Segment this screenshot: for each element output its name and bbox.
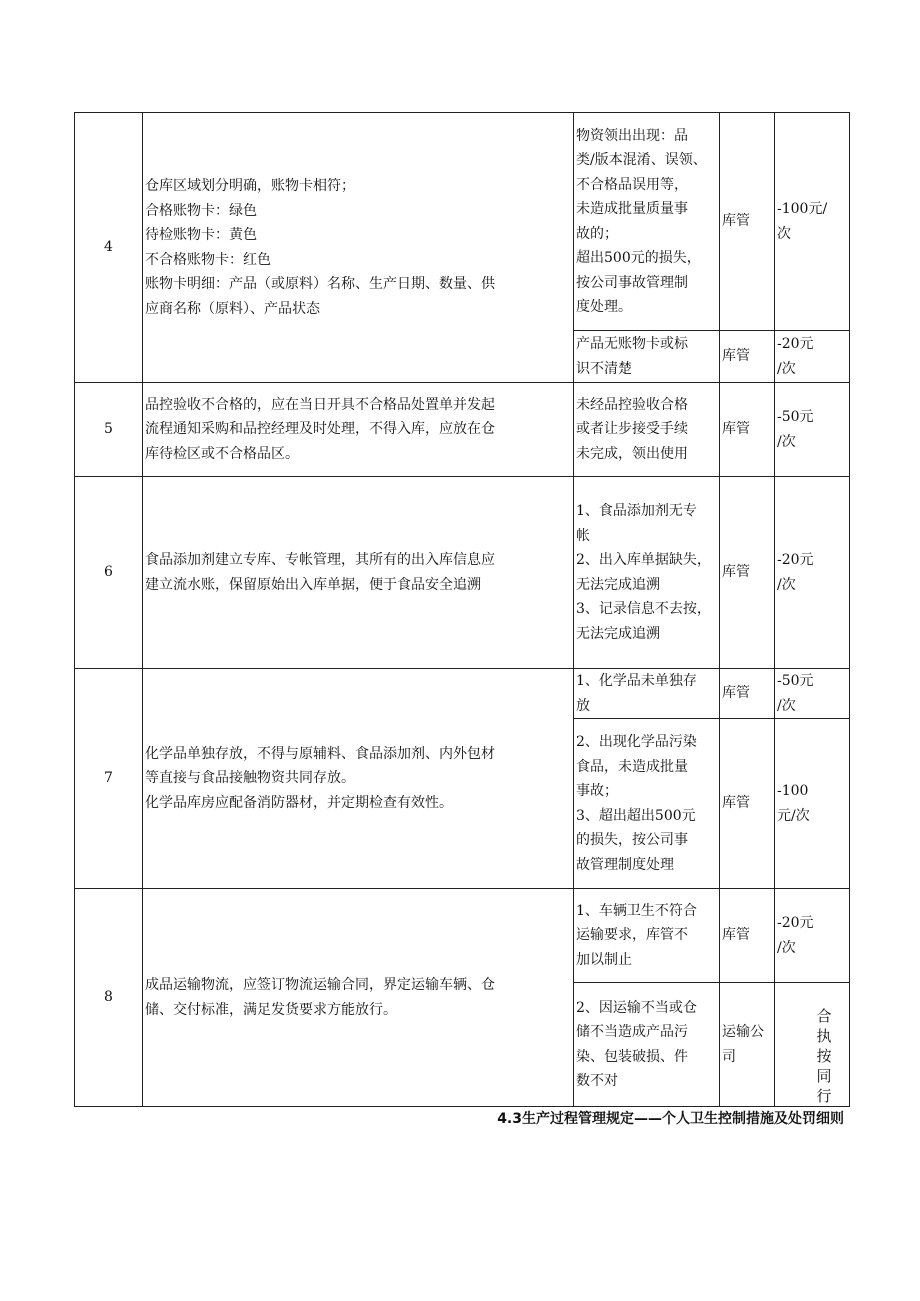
text-line: 物资领出出现：品 bbox=[576, 127, 688, 144]
text-line: 3、超出超出500元 bbox=[576, 807, 696, 824]
text-line: /次 bbox=[777, 576, 796, 593]
vertical-char: 执 bbox=[816, 1027, 832, 1045]
vertical-char: 按 bbox=[816, 1047, 832, 1065]
text-line: 库管 bbox=[722, 564, 750, 581]
text-line: 成品运输物流，应签订物流运输合同，界定运输车辆、仓 bbox=[145, 977, 495, 993]
text-line: 元/次 bbox=[777, 807, 810, 824]
penalty-cell bbox=[775, 669, 850, 719]
requirement-cell bbox=[143, 669, 574, 889]
text-line: /次 bbox=[777, 360, 796, 377]
text-line: 库管 bbox=[722, 213, 750, 230]
requirement-cell bbox=[143, 113, 574, 383]
text-line: 库管 bbox=[722, 421, 750, 438]
responsible-cell bbox=[720, 719, 775, 889]
requirement-cell bbox=[143, 889, 574, 1107]
text-line: 司 bbox=[722, 1048, 736, 1065]
text-line: 度处理。 bbox=[576, 299, 632, 315]
issue-cell bbox=[574, 477, 720, 669]
penalty-cell bbox=[775, 383, 850, 477]
text-line: 数不对 bbox=[576, 1073, 618, 1089]
text-line: 仓库区域划分明确，账物卡相符； bbox=[145, 178, 355, 194]
text-line: -100 bbox=[777, 783, 809, 799]
row-number: 6 bbox=[75, 477, 143, 669]
issue-cell bbox=[574, 983, 720, 1107]
text-line: 类/版本混淆、误领、 bbox=[576, 152, 707, 168]
text-line: 无法完成追溯 bbox=[576, 625, 660, 642]
table-row bbox=[75, 889, 850, 983]
text-line: 应商名称（原料）、产品状态 bbox=[145, 300, 320, 317]
text-line: 库管 bbox=[722, 685, 750, 702]
text-line: 识不清楚 bbox=[576, 360, 632, 377]
text-line: 品控验收不合格的，应在当日开具不合格品处置单并发起 bbox=[145, 396, 495, 413]
row-number: 8 bbox=[75, 889, 143, 1107]
issue-cell bbox=[574, 113, 720, 331]
responsible-cell bbox=[720, 331, 775, 383]
text-line: 流程通知采购和品控经理及时处理，不得入库，应放在仓 bbox=[145, 421, 495, 438]
text-line: 染、包装破损、件 bbox=[576, 1048, 688, 1065]
responsible-cell bbox=[720, 889, 775, 983]
text-line: 建立流水账，保留原始出入库单据，便于食品安全追溯 bbox=[145, 576, 481, 593]
vertical-char: 同 bbox=[816, 1067, 832, 1085]
text-line: 食品添加剂建立专库、专帐管理，其所有的出入库信息应 bbox=[145, 552, 495, 568]
issue-cell bbox=[574, 719, 720, 889]
text-line: 2、出入库单据缺失， bbox=[576, 552, 711, 568]
text-line: 故管理制度处理 bbox=[576, 856, 674, 873]
text-line: 库待检区或不合格品区。 bbox=[145, 445, 299, 462]
text-line: 未造成批量质量事 bbox=[576, 201, 688, 217]
responsible-cell bbox=[720, 477, 775, 669]
responsible-cell bbox=[720, 669, 775, 719]
text-line: 不合格品误用等， bbox=[576, 176, 688, 193]
text-line: 化学品单独存放，不得与原辅料、食品添加剂、内外包材 bbox=[145, 745, 495, 762]
rules-table bbox=[74, 112, 850, 1107]
text-line: /次 bbox=[777, 939, 796, 956]
text-line: 事故； bbox=[576, 783, 618, 799]
text-line: 化学品库房应配备消防器材，并定期检查有效性。 bbox=[145, 794, 453, 811]
penalty-cell bbox=[775, 889, 850, 983]
table-row bbox=[75, 113, 850, 331]
text-line: -20元 bbox=[777, 552, 814, 568]
text-line: 加以制止 bbox=[576, 951, 632, 968]
text-line: 3、记录信息不去按， bbox=[576, 601, 711, 617]
responsible-cell bbox=[720, 113, 775, 331]
penalty-cell bbox=[775, 331, 850, 383]
text-line: 次 bbox=[777, 225, 791, 242]
row-number: 5 bbox=[75, 383, 143, 477]
text-line: 库管 bbox=[722, 348, 750, 365]
text-line: 储不当造成产品污 bbox=[576, 1024, 688, 1040]
table-row bbox=[75, 669, 850, 719]
text-line: 的损失，按公司事 bbox=[576, 832, 688, 848]
text-line: 账物卡明细：产品（或原料）名称、生产日期、数量、供 bbox=[145, 276, 495, 292]
vertical-char: 行 bbox=[816, 1087, 832, 1105]
text-line: 未完成，领出使用 bbox=[576, 445, 688, 462]
text-line: 运输公 bbox=[722, 1024, 764, 1040]
penalty-cell bbox=[775, 983, 850, 1107]
text-line: 超出500元的损失， bbox=[576, 250, 701, 266]
text-line: -100元/ bbox=[777, 201, 828, 217]
section-caption: 4.3生产过程管理规定——个人卫生控制措施及处罚细则 bbox=[497, 1111, 844, 1127]
text-line: 运输要求，库管不 bbox=[576, 927, 688, 944]
text-line: 1、车辆卫生不符合 bbox=[576, 902, 697, 919]
penalty-cell bbox=[775, 477, 850, 669]
text-line: 食品，未造成批量 bbox=[576, 758, 688, 775]
text-line: 未经品控验收合格 bbox=[576, 396, 688, 413]
table-row bbox=[75, 383, 850, 477]
text-line: 不合格账物卡：红色 bbox=[145, 251, 271, 268]
penalty-cell bbox=[775, 113, 850, 331]
penalty-cell bbox=[775, 719, 850, 889]
text-line: 放 bbox=[576, 697, 590, 714]
text-line: 2、出现化学品污染 bbox=[576, 734, 697, 750]
text-line: 产品无账物卡或标 bbox=[576, 336, 688, 352]
issue-cell bbox=[574, 669, 720, 719]
text-line: 或者让步接受手续 bbox=[576, 421, 688, 438]
vertical-char: 合 bbox=[816, 1007, 832, 1025]
row-number: 7 bbox=[75, 669, 143, 889]
text-line: 库管 bbox=[722, 927, 750, 944]
text-line: 等直接与食品接触物资共同存放。 bbox=[145, 770, 355, 787]
issue-cell bbox=[574, 889, 720, 983]
text-line: -50元 bbox=[777, 673, 814, 689]
text-line: 待检账物卡：黄色 bbox=[145, 227, 257, 243]
text-line: 合格账物卡：绿色 bbox=[145, 202, 257, 219]
issue-cell bbox=[574, 331, 720, 383]
row-number: 4 bbox=[75, 113, 143, 383]
table-row bbox=[75, 477, 850, 669]
text-line: 2、因运输不当或仓 bbox=[576, 999, 697, 1016]
issue-cell bbox=[574, 383, 720, 477]
requirement-cell bbox=[143, 477, 574, 669]
text-line: -20元 bbox=[777, 915, 814, 931]
responsible-cell bbox=[720, 383, 775, 477]
text-line: 按公司事故管理制 bbox=[576, 274, 688, 291]
text-line: /次 bbox=[777, 697, 796, 714]
text-line: 帐 bbox=[576, 527, 590, 544]
text-line: -20元 bbox=[777, 336, 814, 352]
text-line: 故的； bbox=[576, 225, 618, 242]
text-line: 无法完成追溯 bbox=[576, 576, 660, 593]
text-line: 1、化学品未单独存 bbox=[576, 673, 697, 689]
text-line: 储、交付标准，满足发货要求方能放行。 bbox=[145, 1001, 397, 1018]
text-line: -50元 bbox=[777, 409, 814, 425]
requirement-cell bbox=[143, 383, 574, 477]
text-line: 库管 bbox=[722, 795, 750, 812]
text-line: /次 bbox=[777, 433, 796, 450]
text-line: 1、食品添加剂无专 bbox=[576, 503, 697, 519]
responsible-cell bbox=[720, 983, 775, 1107]
